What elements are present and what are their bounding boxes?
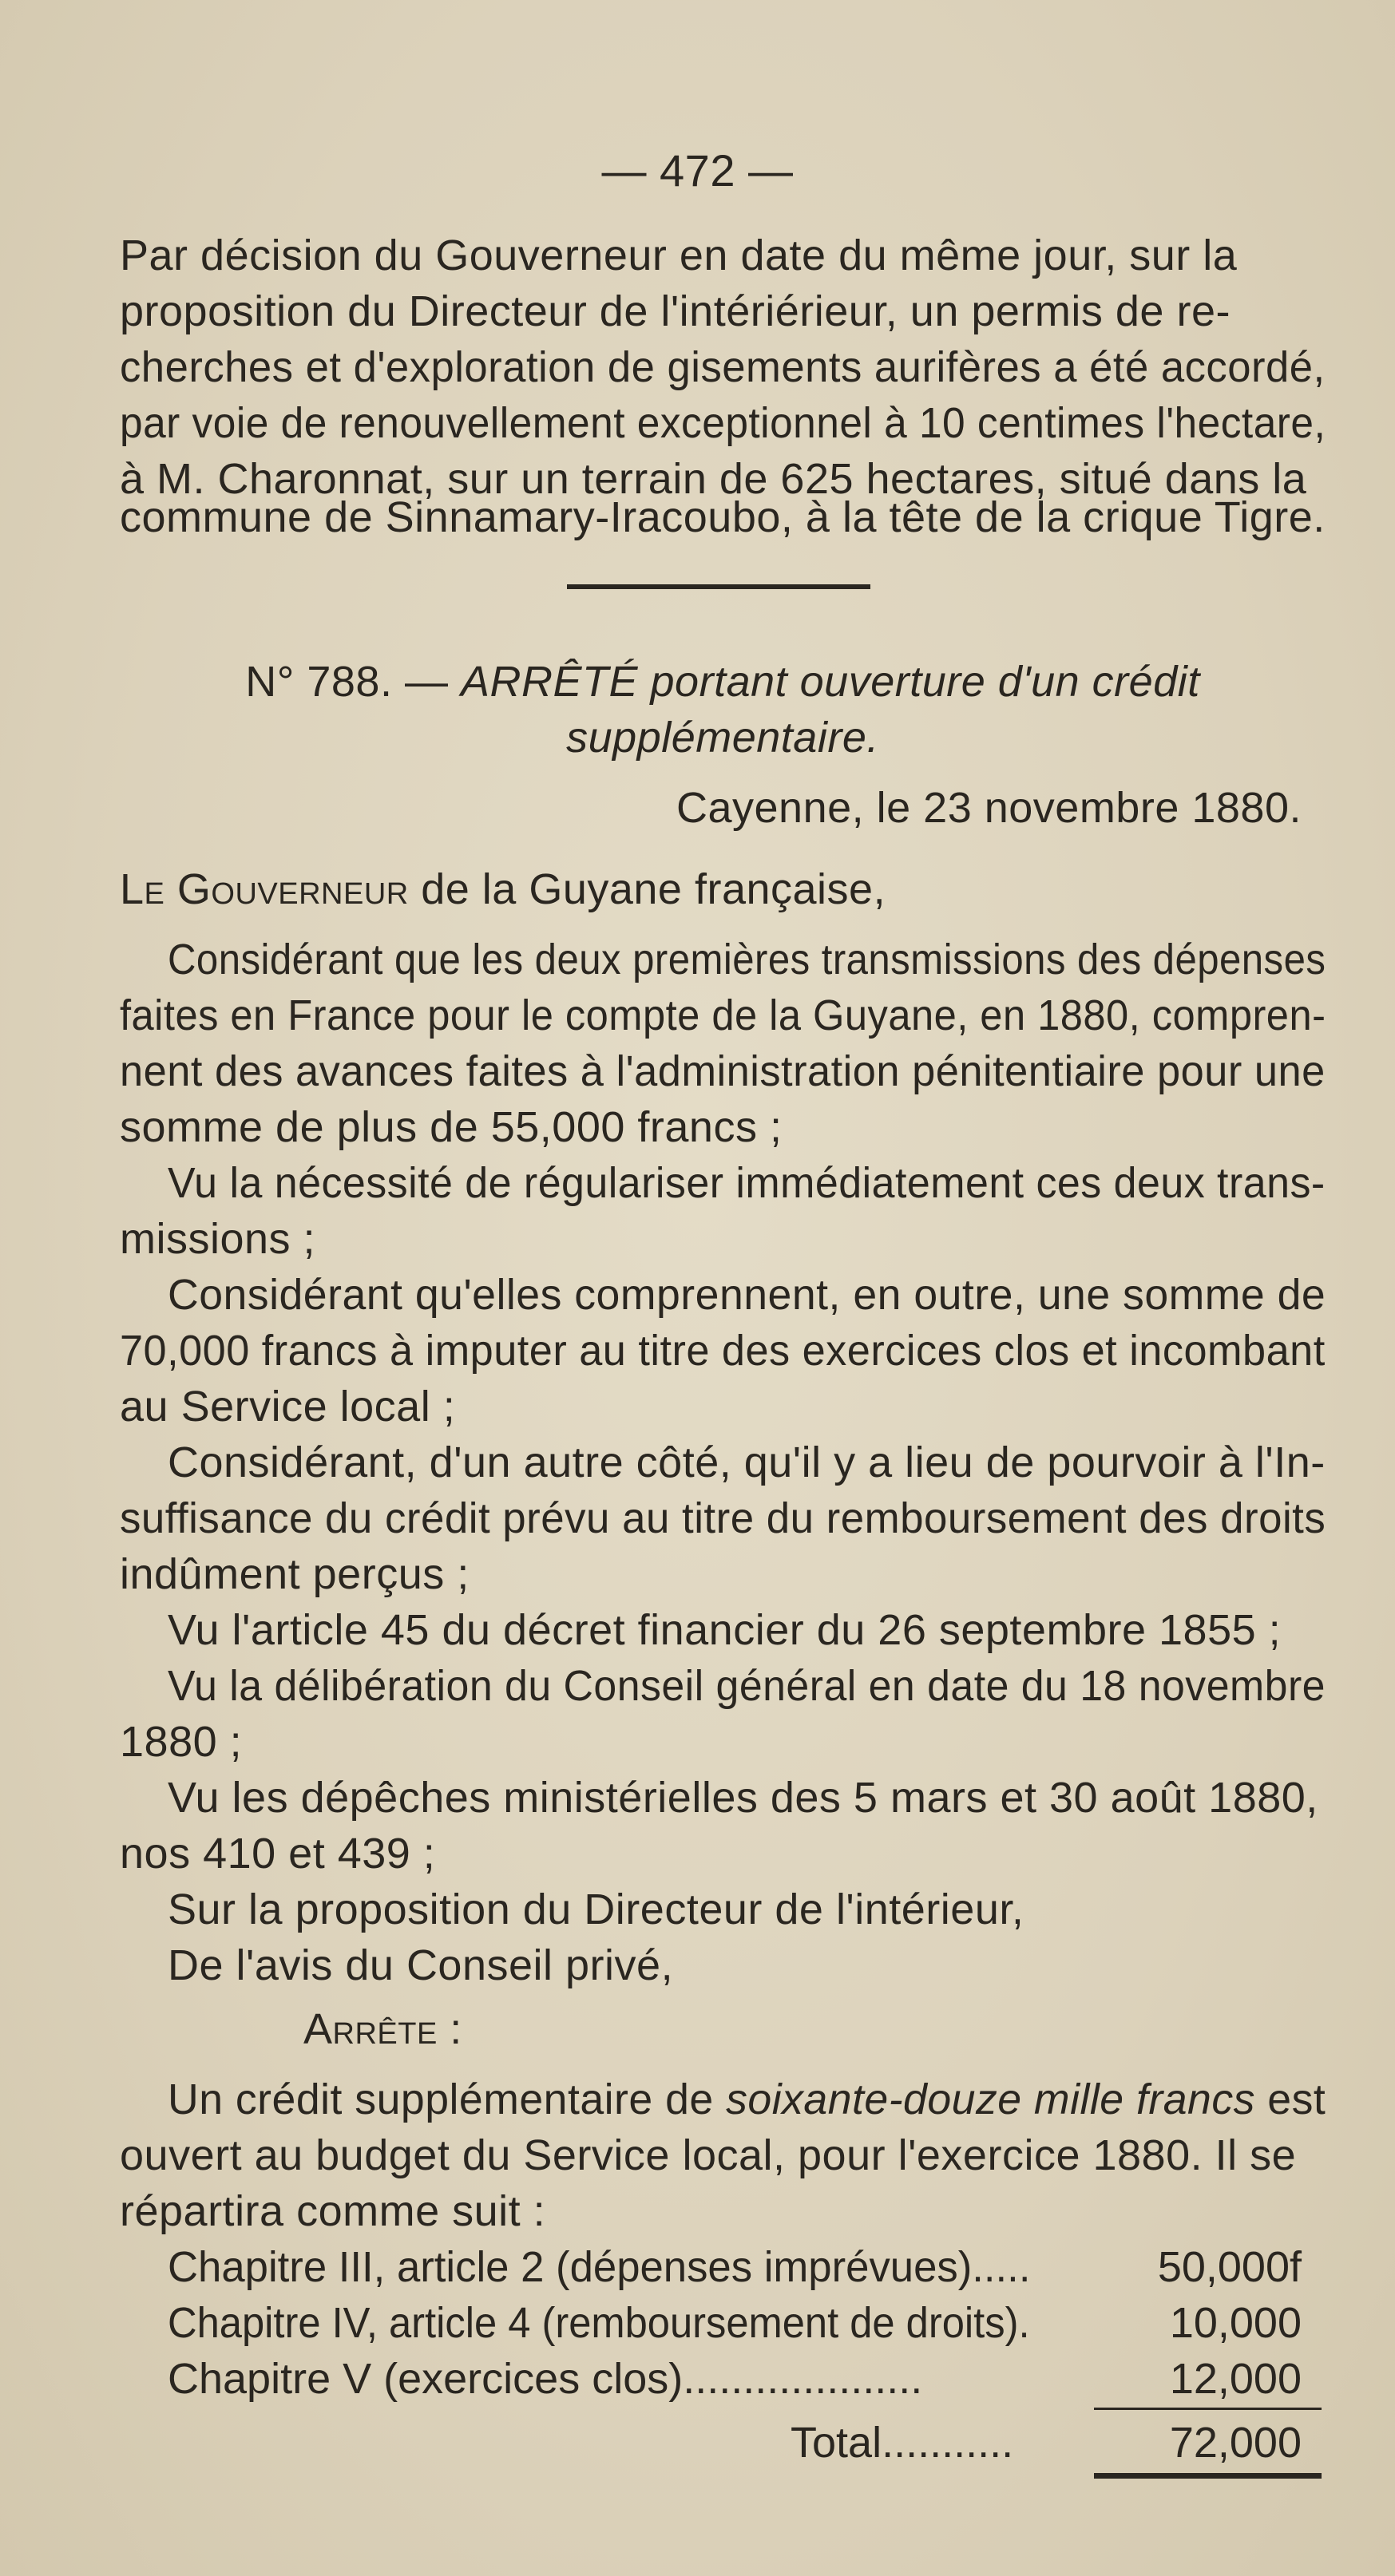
credit-post: est: [1267, 2075, 1326, 2123]
place-date: Cayenne, le 23 novembre 1880.: [676, 784, 1302, 832]
total-rule: [1094, 2408, 1322, 2410]
credit-line: [168, 2072, 1326, 2127]
body-line: missions ;: [120, 1215, 316, 1263]
intro-text: à M. Charonnat, sur un terrain de 625 hectares, situé dans la: [120, 455, 1307, 503]
credit-amount-words: soixante-douze mille francs: [726, 2075, 1255, 2123]
allocation-label: Chapitre V (exercices clos)....................: [168, 2355, 923, 2403]
body-line: De l'avis du Conseil privé,: [168, 1941, 674, 1989]
intro-text: cherches et d'exploration de gisements aurifères a été accordé,: [120, 343, 1326, 391]
body-line: Sur la proposition du Directeur de l'intérieur,: [168, 1886, 1024, 1933]
arrete-number: N° 788.: [245, 658, 393, 706]
body-line: Vu la nécessité de régulariser immédiatement ces deux trans-: [168, 1159, 1326, 1207]
credit-line-3: répartira comme suit :: [120, 2187, 546, 2235]
allocation-amount: 12,000: [1169, 2355, 1302, 2403]
arrete-label: Arrête :: [303, 2005, 462, 2053]
governor-title: Gouverneur: [176, 865, 409, 913]
body-line: suffisance du crédit prévu au titre du remboursement des droits: [120, 1494, 1326, 1542]
section-divider: [567, 584, 870, 589]
body-line: Considérant qu'elles comprennent, en outre, une somme de: [168, 1271, 1326, 1319]
end-rule: [1094, 2473, 1322, 2479]
body-line: nent des avances faites à l'administration pénitentiaire pour une: [120, 1047, 1326, 1095]
governor-line: [120, 862, 886, 916]
arrete-heading: [120, 655, 1326, 709]
body-line: faites en France pour le compte de la Guyane, en 1880, compren-: [120, 991, 1326, 1039]
body-line: Vu l'article 45 du décret financier du 26 septembre 1855 ;: [168, 1606, 1282, 1654]
body-line: Vu les dépêches ministérielles des 5 mars et 30 août 1880,: [168, 1774, 1318, 1822]
body-line: indûment perçus ;: [120, 1550, 470, 1598]
total-amount: 72,000: [1169, 2419, 1302, 2467]
allocation-amount: 50,000f: [1157, 2243, 1302, 2291]
intro-text: proposition du Directeur de l'intériérieur, un permis de re-: [120, 287, 1231, 335]
intro-line: [120, 490, 1326, 544]
body-line: 70,000 francs à imputer au titre des exercices clos et incombant: [120, 1327, 1326, 1375]
page-number: — 472 —: [601, 145, 794, 196]
total-label: Total...........: [791, 2419, 1014, 2467]
intro-line: [120, 340, 1326, 394]
intro-text: commune de Sinnamary-Iracoubo, à la tête de la crique Tigre.: [120, 493, 1326, 541]
body-line: nos 410 et 439 ;: [120, 1830, 436, 1878]
intro-line: [120, 396, 1326, 450]
allocation-label: Chapitre III, article 2 (dépenses imprévues).....: [168, 2243, 1031, 2291]
credit-line-2: ouvert au budget du Service local, pour l'exercice 1880. Il se: [120, 2131, 1297, 2179]
body-line: 1880 ;: [120, 1718, 243, 1766]
body-line: Considérant que les deux premières transmissions des dépenses: [168, 936, 1326, 983]
body-line: au Service local ;: [120, 1383, 456, 1430]
intro-text: par voie de renouvellement exceptionnel à 10 centimes l'hectare,: [120, 399, 1326, 447]
allocation-amount: 10,000: [1169, 2299, 1302, 2347]
arrete-dash: —: [404, 658, 449, 706]
allocation-label: Chapitre IV, article 4 (remboursement de droits).: [168, 2299, 1030, 2347]
governor-rest: de la Guyane française,: [421, 865, 886, 913]
body-line: Considérant, d'un autre côté, qu'il y a lieu de pourvoir à l'In-: [168, 1438, 1326, 1486]
intro-line: [120, 228, 1326, 283]
credit-pre: Un crédit supplémentaire de: [168, 2075, 714, 2123]
intro-line: [120, 284, 1326, 338]
arrete-title: ARRÊTÉ portant ouverture d'un crédit: [460, 658, 1200, 706]
body-line: somme de plus de 55,000 francs ;: [120, 1103, 783, 1151]
arrete-title-cont: supplémentaire.: [566, 714, 879, 762]
governor-le: Le: [120, 865, 165, 913]
intro-text: Par décision du Gouverneur en date du même jour, sur la: [120, 231, 1238, 279]
body-line: Vu la délibération du Conseil général en date du 18 novembre: [168, 1662, 1326, 1710]
